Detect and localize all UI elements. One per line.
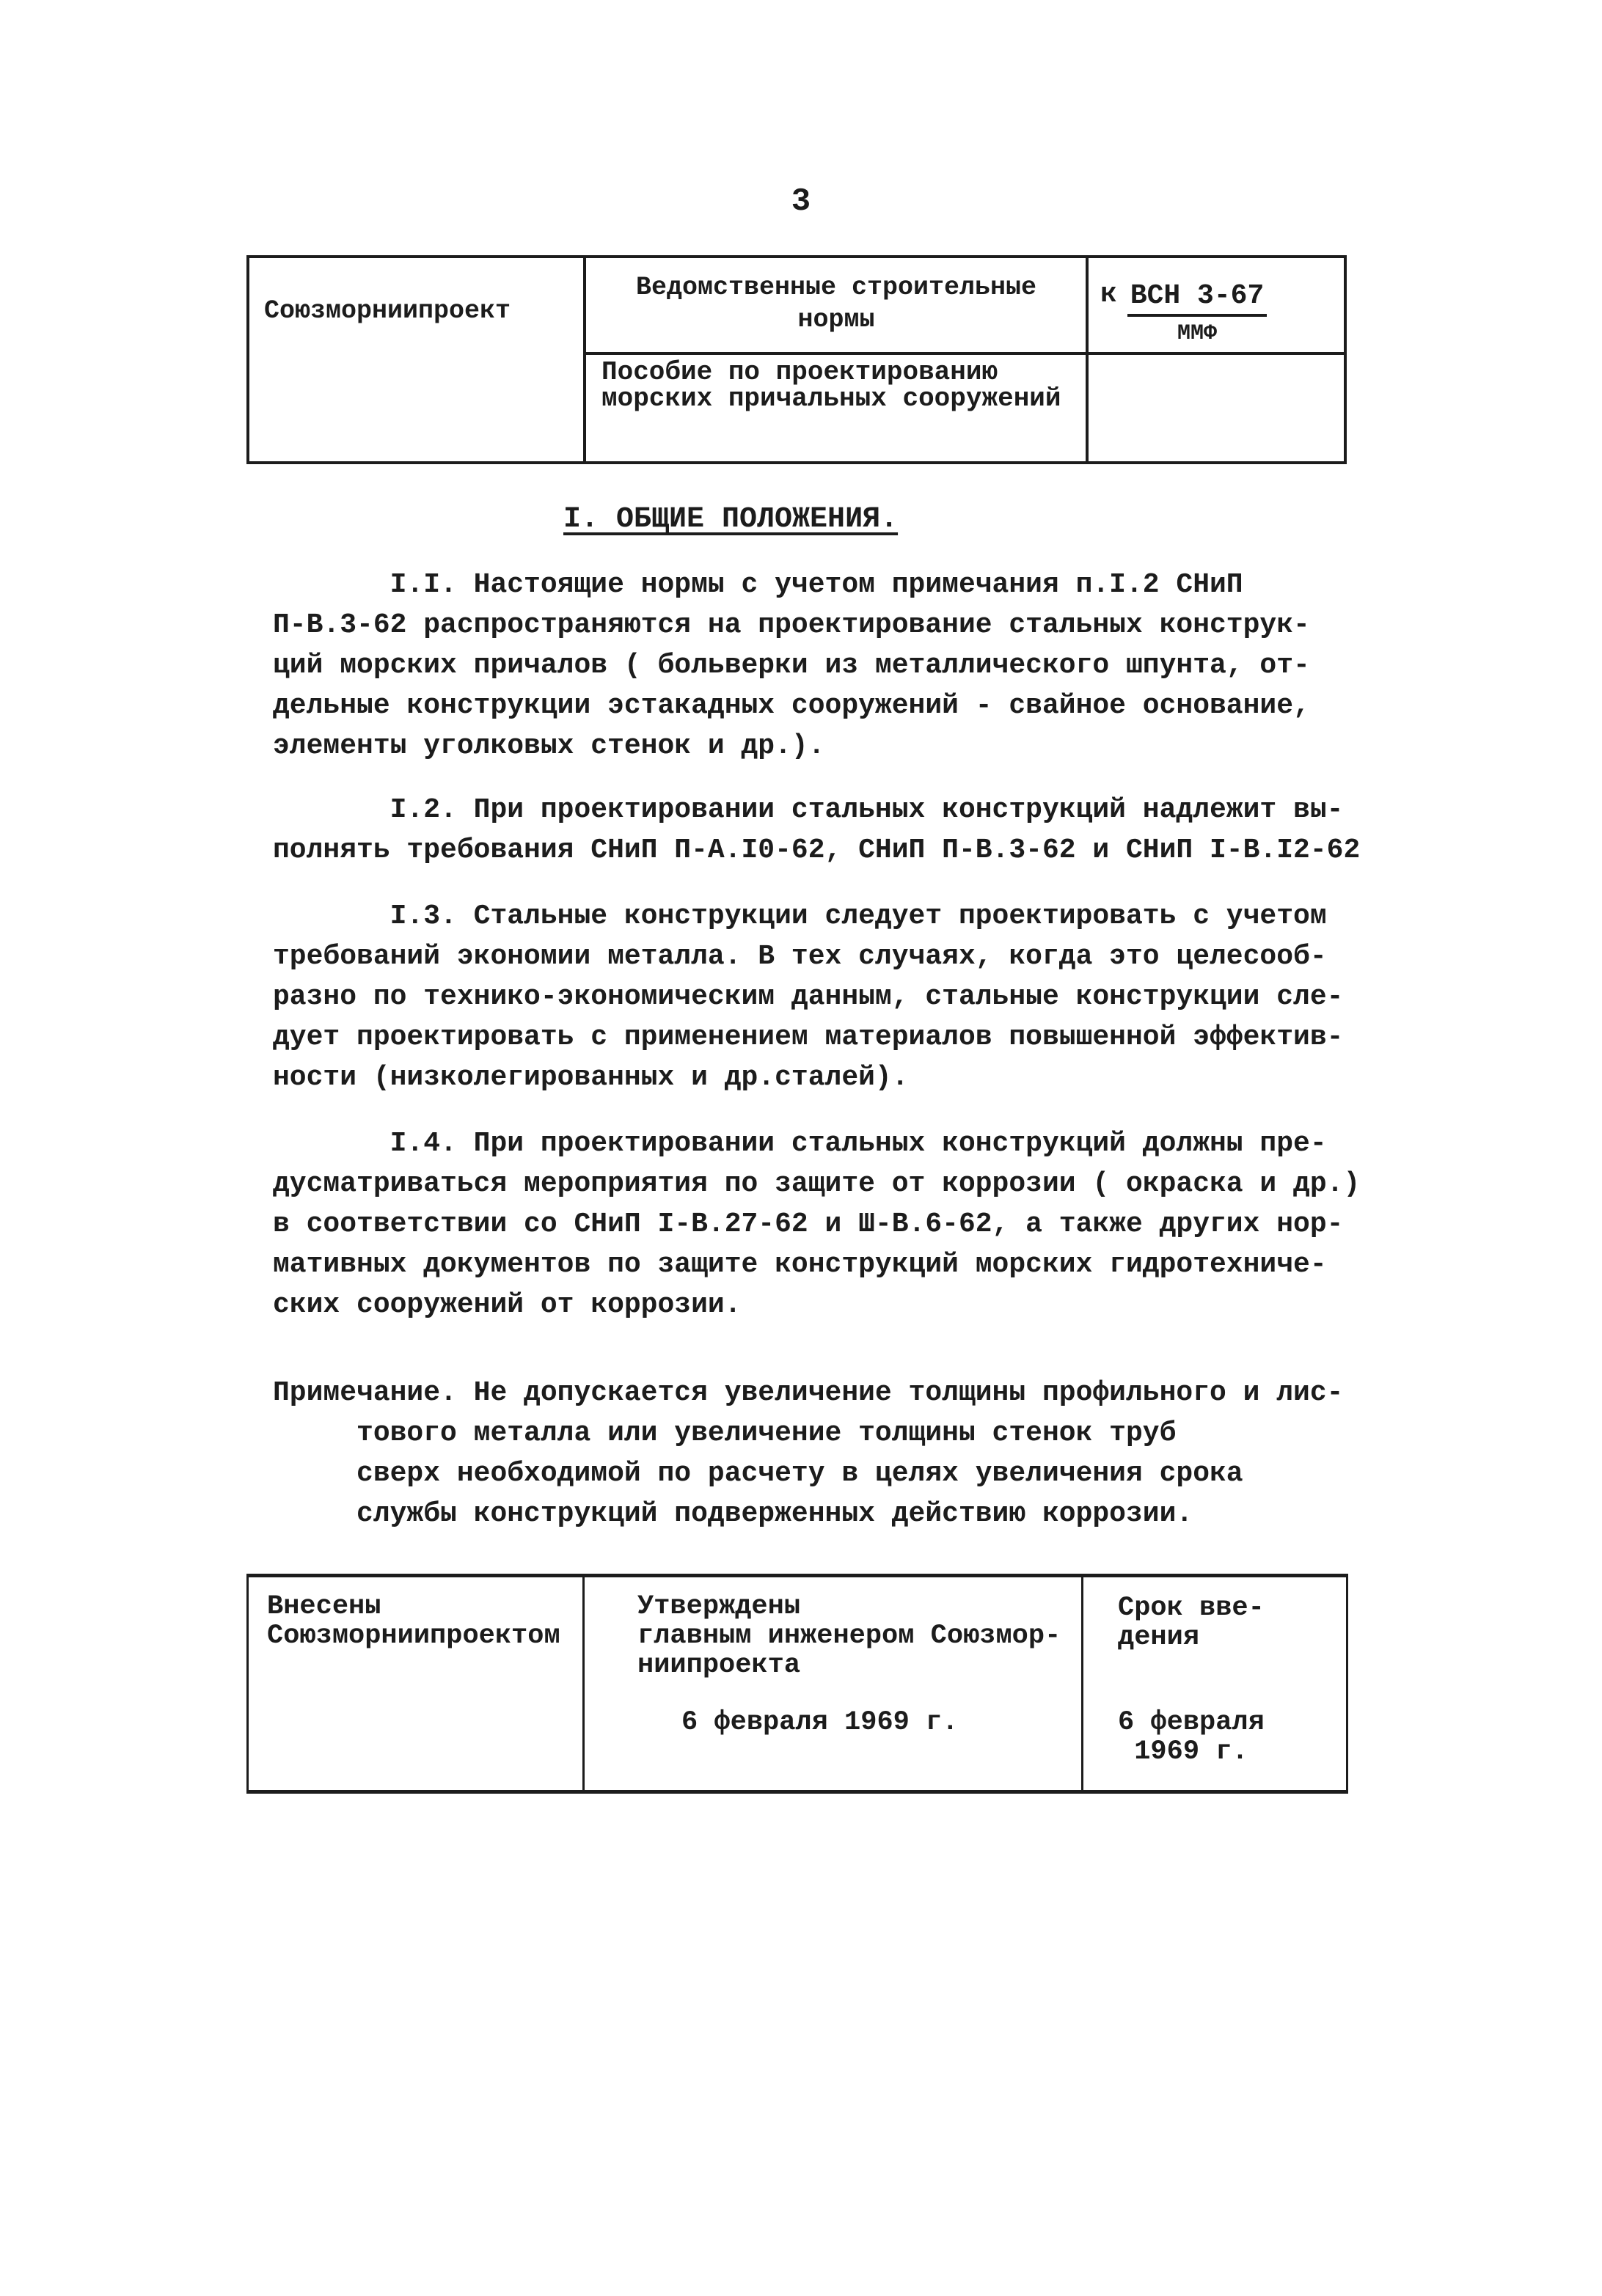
footer-table [246,1574,1348,1794]
footer-divider [582,1577,585,1790]
header-divider [583,258,586,461]
section-title: I. ОБЩИЕ ПОЛОЖЕНИЯ. [563,503,899,536]
approved-by: Утверждены главным инженером Союзмор- ниипроекта [637,1591,1061,1681]
paragraph-1-2: I.2. При проектировании стальных конструкций надлежит вы- полнять требования СНиП П-А.I0-62, СНиП П-В.3-62 и СНиП I-В.I2-62 [273,794,1361,866]
approval-date: 6 февраля 1969 г. [681,1707,959,1738]
header-divider [1086,258,1089,461]
effective-label: Срок вве- дения [1118,1593,1265,1653]
paragraph-1-4: I.4. При проектировании стальных конструкций должны пре- дусматриваться мероприятия по защите от коррозии ( окраска и др.) в соответствии со СНиП I-В.27-62 и Ш-В.6-62, а также других нор- мативных документов по защите конструкций морских гидротехниче- ских сооружений от коррозии. [273,1128,1361,1321]
effective-date: 6 февраля 1969 г. [1118,1707,1265,1767]
document-code-prefix: к [1100,279,1117,310]
norms-type: Ведомственные строительные нормы [635,273,1037,334]
organization-name: Союзморниипроект [264,296,511,326]
introduced-by: Внесены Союзморниипроектом [267,1591,560,1651]
header-table [246,255,1347,464]
header-divider [583,352,1344,355]
page-number: 3 [791,183,811,220]
note: Примечание. Не допускается увеличение толщины профильного и лис- тового металла или увеличение толщины стенок труб сверх необходимой по расчету в целях увеличения срока службы конструкций подверженных действию коррозии. [273,1377,1344,1530]
paragraph-1-3: I.3. Стальные конструкции следует проектировать с учетом требований экономии металла. В тех случаях, когда это целесооб- разно по технико-экономическим данным, стальные конструкции сле- дует проектировать с применением материалов повышенной эффектив- ности (низколегированных и др.сталей). [273,901,1344,1093]
manual-title: Пособие по проектированию морских причальных сооружений [601,357,1061,414]
document-code-fraction [1127,279,1267,351]
document-code [1100,279,1335,351]
document-code-ministry: ММФ [1177,321,1218,346]
document-code-number: ВСН 3-67 [1127,279,1267,317]
paragraph-1-1: I.I. Настоящие нормы с учетом примечания п.I.2 СНиП П-В.3-62 распространяются на проектирование стальных конструк- ций морских причалов ( больверки из металлического шпунта, от- дельные конструкции эстакадных сооружений - свайное основание, элементы уголковых стенок и др.). [273,569,1310,762]
footer-divider [1081,1577,1083,1790]
